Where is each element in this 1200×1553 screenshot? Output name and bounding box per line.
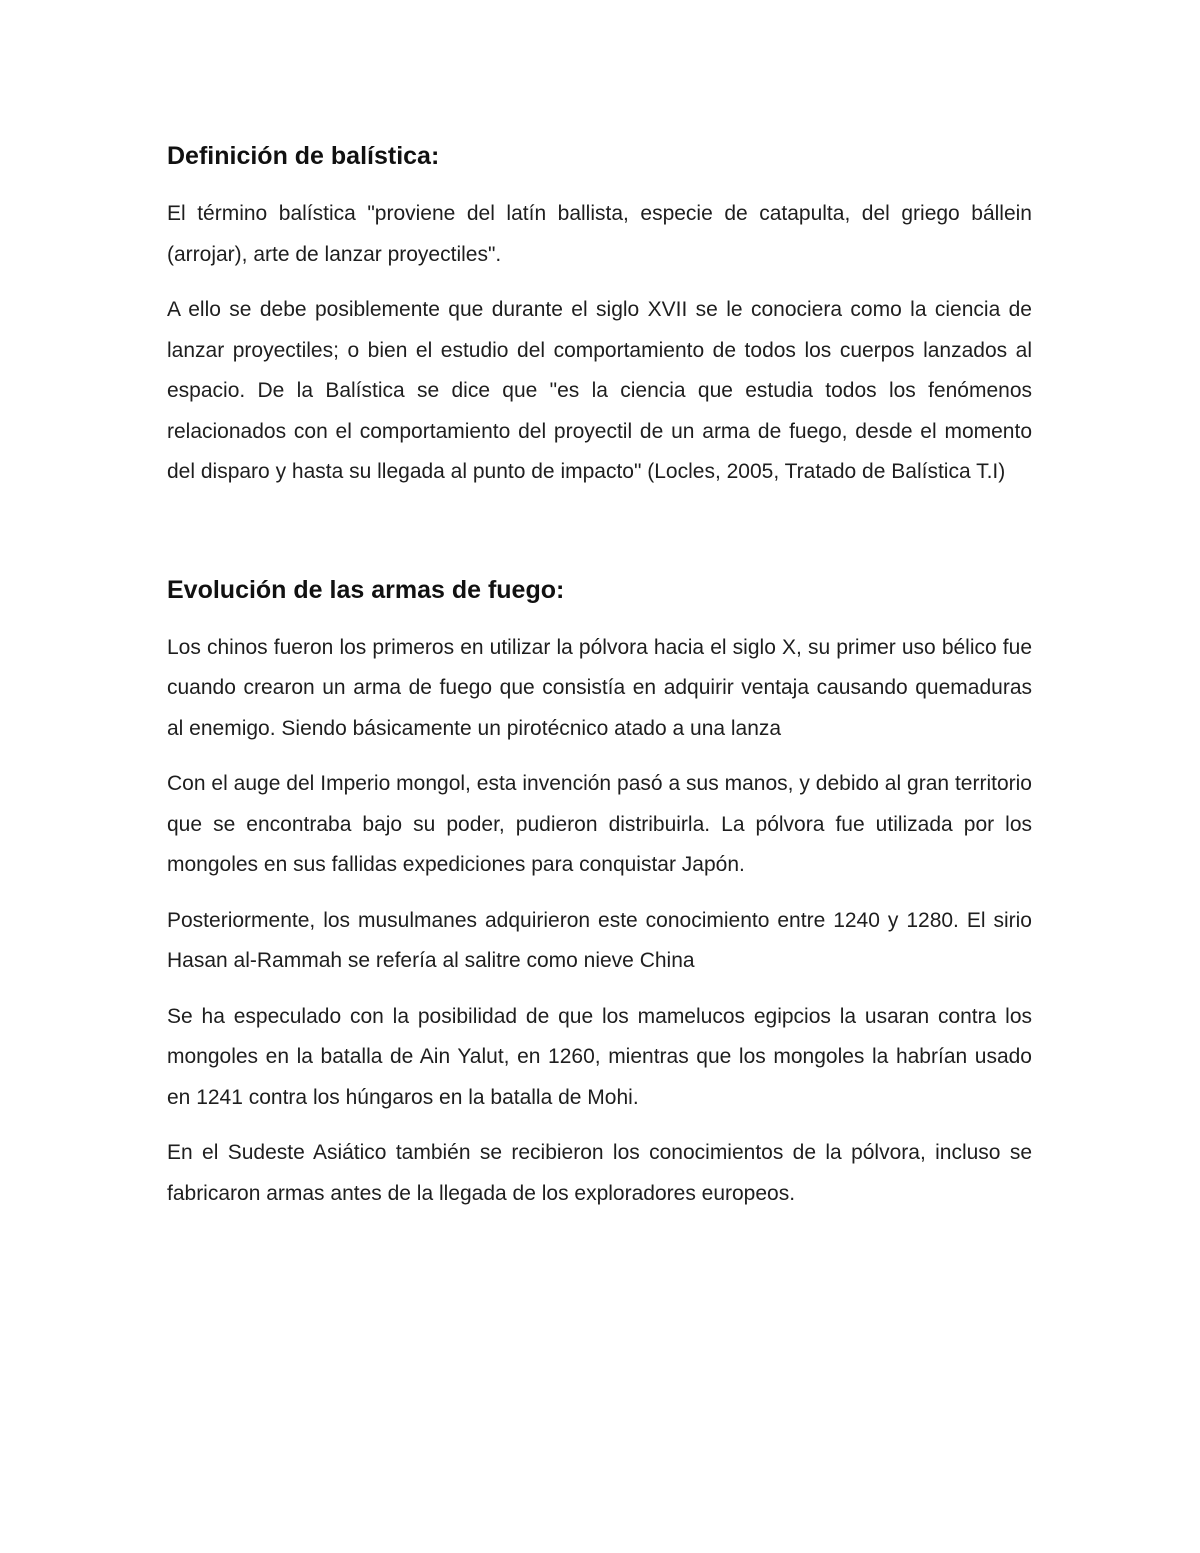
paragraph: A ello se debe posiblemente que durante el siglo XVII se le conociera como la ciencia de lanzar proyectiles; o bien el estudio del comportamiento de todos los cuerpos lanzados al espacio. De la Balística se dice que "es la ciencia que estudia todos los fenómenos relacionados con el comportamiento del proyectil de un arma de fuego, desde el momento del disparo y hasta su llegada al punto de impacto" (Locles, 2005, Tratado de Balística T.I): [167, 298, 1032, 483]
paragraph: Los chinos fueron los primeros en utilizar la pólvora hacia el siglo X, su primer uso bélico fue cuando crearon un arma de fuego que consistía en adquirir ventaja causando quemaduras al enemigo. Siendo básicamente un pirotécnico atado a una lanza: [167, 635, 1032, 740]
paragraph: Se ha especulado con la posibilidad de que los mamelucos egipcios la usaran contra los mongoles en la batalla de Ain Yalut, en 1260, mientras que los mongoles la habrían usado en 1241 contra los húngaros en la batalla de Mohi.: [167, 1004, 1032, 1109]
section-definicion: [167, 138, 1032, 493]
paragraph: El término balística "proviene del latín ballista, especie de catapulta, del griego bállein (arrojar), arte de lanzar proyectiles".: [167, 202, 1032, 266]
paragraph: En el Sudeste Asiático también se recibieron los conocimientos de la pólvora, incluso se fabricaron armas antes de la llegada de los exploradores europeos.: [167, 1141, 1032, 1205]
heading-definicion: Definición de balística:: [167, 142, 440, 170]
section-evolucion: [167, 572, 1032, 1215]
heading-evolucion: Evolución de las armas de fuego:: [167, 575, 565, 604]
paragraph: Posteriormente, los musulmanes adquirieron este conocimiento entre 1240 y 1280. El sirio Hasan al-Rammah se refería al salitre como nieve China: [167, 908, 1032, 972]
document-page: [167, 138, 1032, 1229]
paragraph: Con el auge del Imperio mongol, esta invención pasó a sus manos, y debido al gran territorio que se encontraba bajo su poder, pudieron distribuirla. La pólvora fue utilizada por los mongoles en sus fallidas expediciones para conquistar Japón.: [167, 772, 1032, 876]
